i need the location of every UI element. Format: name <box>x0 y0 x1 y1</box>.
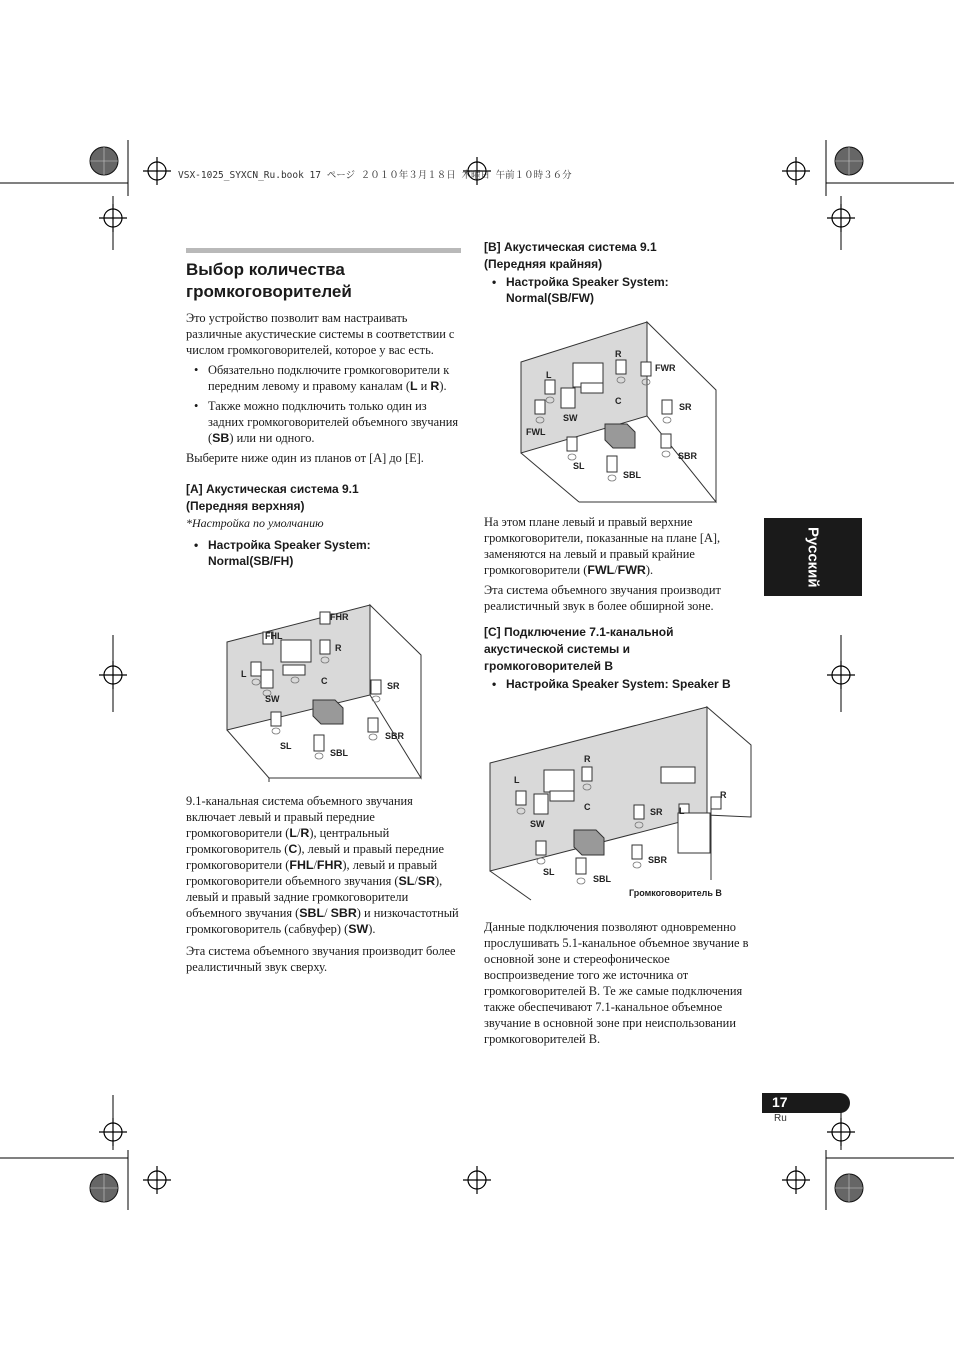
label-sl: SL <box>280 741 292 751</box>
label-l: L <box>241 669 247 679</box>
plan-b-title-line2: (Передняя крайняя) <box>484 257 603 271</box>
label-sw: SW <box>563 413 578 423</box>
label-sr: SR <box>650 807 663 817</box>
language-side-tab <box>764 518 862 596</box>
plan-c-title-line2: акустической системы и <box>484 642 630 656</box>
label-fwr: FWR <box>655 363 676 373</box>
label-sr: SR <box>387 681 400 691</box>
plan-c-description <box>484 919 756 1047</box>
plan-a-setting-line2: Normal(SB/FH) <box>208 554 294 568</box>
plan-c-diagram <box>486 705 758 905</box>
label-r: R <box>335 643 342 653</box>
label-c: C <box>321 676 328 686</box>
label-sbl: SBL <box>623 470 641 480</box>
plan-a-title-line2: (Передняя верхняя) <box>186 499 305 513</box>
plan-b-description <box>484 514 756 692</box>
section-title <box>186 259 461 303</box>
print-header: VSX-1025_SYXCN_Ru.book 17 ページ ２０１０年３月１８日 木曜日 午前１０時３６分 <box>178 170 572 181</box>
plan-a-diagram <box>225 600 455 785</box>
language-tab-label: Русский <box>804 526 822 588</box>
speaker-b-caption: Громкоговоритель B <box>629 888 722 898</box>
plan-c-setting: • Настройка Speaker System: Speaker B <box>484 676 756 692</box>
label-fhl: FHL <box>265 631 283 641</box>
label-l: L <box>546 370 552 380</box>
plan-b-title <box>484 239 756 273</box>
plan-b-setting-line1: Настройка Speaker System: <box>506 275 669 289</box>
left-column <box>186 248 461 569</box>
label-l-b: L <box>679 806 685 816</box>
plan-b-desc-text: На этом плане левый и правый верхние громкоговорители, показанные на плане [A], заменяются на левый и правый крайние громкоговорители (FWL/FWR). <box>484 515 721 577</box>
code-l: L <box>409 379 418 393</box>
code-sb: SB <box>212 431 230 445</box>
bullet2-text: Также можно подключить только один из задних громкоговорителей объемного звучания ( <box>208 399 459 445</box>
plan-c-title-line3: громкоговорителей B <box>484 659 614 673</box>
label-fhr: FHR <box>330 612 349 622</box>
plan-c-title-line1: [C] Подключение 7.1-канальной <box>484 625 674 639</box>
page-language: Ru <box>774 1113 787 1124</box>
label-sw: SW <box>530 819 545 829</box>
label-c: C <box>584 802 591 812</box>
plan-a-title-line1: [A] Акустическая система 9.1 <box>186 482 359 496</box>
label-sw: SW <box>265 694 280 704</box>
label-sl: SL <box>573 461 585 471</box>
section-title-line2: громкоговорителей <box>186 282 352 301</box>
label-sbl: SBL <box>330 748 348 758</box>
label-sbr: SBR <box>648 855 668 865</box>
plan-b-title-line1: [B] Акустическая система 9.1 <box>484 240 657 254</box>
plan-b-desc2: Эта система объемного звучания производит реалистичный звук в более обширной зоне. <box>484 583 721 613</box>
plan-a-setting <box>186 537 461 569</box>
bullet2-post: ) или ни одного. <box>229 431 315 445</box>
section-rule <box>186 248 461 253</box>
choose-plan-text: Выберите ниже один из планов от [A] до [E]. <box>186 451 424 465</box>
label-sbr: SBR <box>385 731 405 741</box>
bullet1-mid: и <box>417 379 431 393</box>
label-l: L <box>514 775 520 785</box>
page-number-badge <box>762 1093 850 1113</box>
plan-a-desc-text: 9.1-канальная система объемного звучания включает левый и правый передние громкоговорители (L/R), центральный громкоговоритель (C), левый и правый передние громкоговорители (FHL/FHR), левый и правый громкоговорители объемного звучания (SL/SR), левый и правый задние громкоговорители объемного звучания (SBL/ SBR) и низкочастотный громкоговоритель (сабвуфер) (SW). <box>186 794 459 936</box>
default-setting-note: *Настройка по умолчанию <box>186 516 324 530</box>
section-title-line1: Выбор количества <box>186 260 345 279</box>
intro-text: Это устройство позволит вам настраивать различные акустические системы в соответствии с числом громкоговорителей, которое у вас есть. <box>186 311 455 357</box>
label-r-b: R <box>720 790 727 800</box>
label-r: R <box>584 754 591 764</box>
plan-a-desc2: Эта система объемного звучания производит более реалистичный звук сверху. <box>186 944 456 974</box>
label-sbl: SBL <box>593 874 611 884</box>
label-sl: SL <box>543 867 555 877</box>
label-fwl: FWL <box>526 427 546 437</box>
label-sbr: SBR <box>678 451 698 461</box>
bullet1-post: ). <box>439 379 447 393</box>
label-r: R <box>615 349 622 359</box>
bullet1-text: Обязательно подключите громкоговорители к передним левому и правому каналам ( <box>208 363 450 393</box>
plan-c-desc-text: Данные подключения позволяют одновременно прослушивать 5.1-канальное объемное звучание в основной зоне и стереофоническое воспроизведение того же источника от громкоговорителей B. Те же самые подключения также обеспечивают 7.1-канальное объемное звучание в основной зоне при неиспользовании громкоговорителей B. <box>484 920 749 1046</box>
plan-b-setting <box>484 274 756 306</box>
plan-c-title <box>484 624 756 675</box>
label-c: C <box>615 396 622 406</box>
plan-b-header <box>484 239 756 306</box>
plan-b-setting-line2: Normal(SB/FW) <box>506 291 594 305</box>
page-number: 17 <box>772 1094 788 1110</box>
bullet-surround-back <box>186 398 461 446</box>
code-r: R <box>430 379 440 393</box>
plan-a-description <box>186 793 462 975</box>
plan-a-title <box>186 481 461 515</box>
bullet-front-lr <box>186 362 461 394</box>
plan-a-setting-line1: Настройка Speaker System: <box>208 538 371 552</box>
plan-b-diagram <box>519 320 751 507</box>
label-sr: SR <box>679 402 692 412</box>
